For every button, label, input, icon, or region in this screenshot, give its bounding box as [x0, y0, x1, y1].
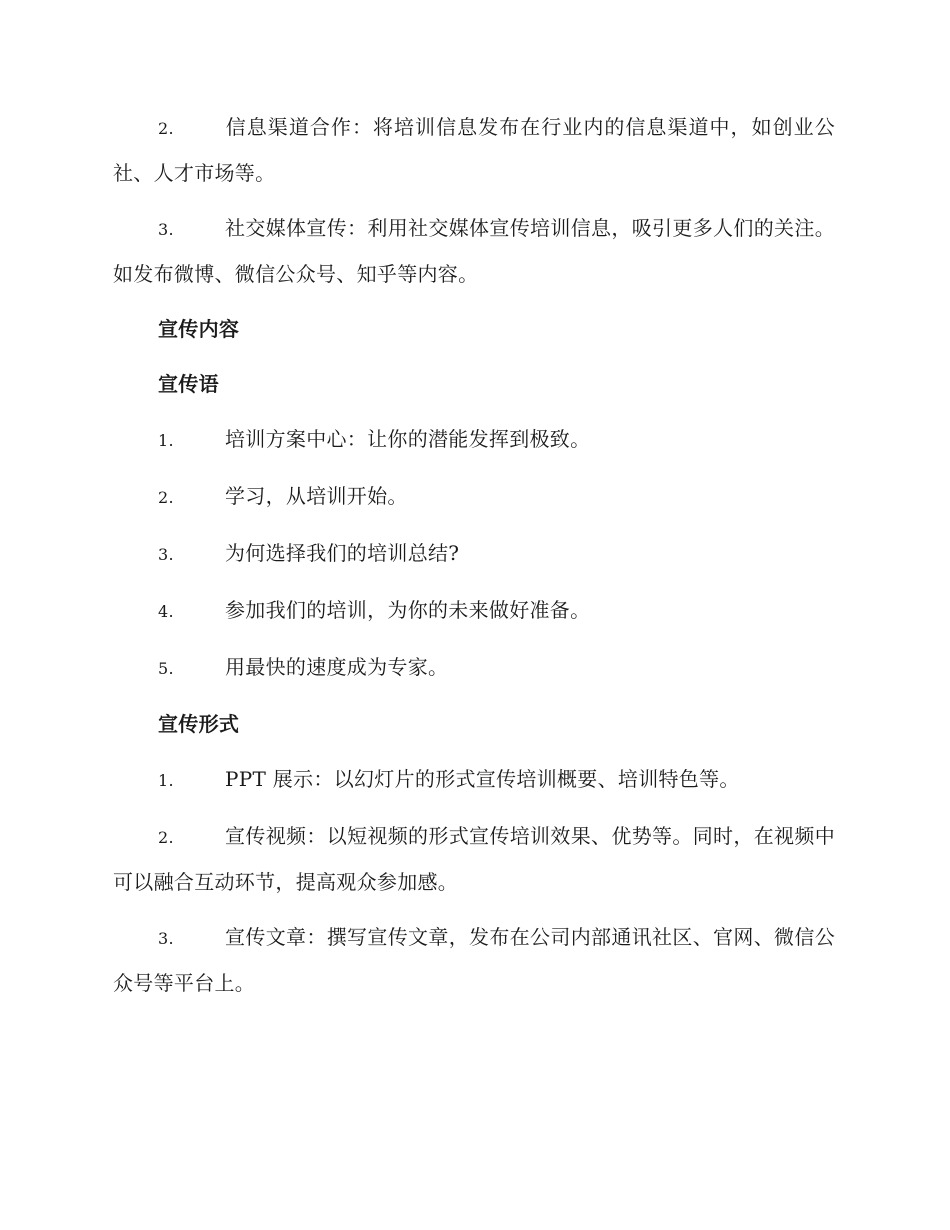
- section-heading-slogans: 宣传语: [158, 372, 219, 396]
- list-item: [113, 645, 835, 691]
- list-item: [113, 757, 835, 803]
- list-text: PPT 展示：以幻灯片的形式宣传培训概要、培训特色等。: [225, 767, 740, 791]
- list-text: 参加我们的培训，为你的未来做好准备。: [225, 598, 591, 622]
- list-text: 用最快的速度成为专家。: [225, 655, 449, 679]
- list-text: 宣传文章：撰写宣传文章，发布在公司内部通讯社区、官网、微信公众号等平台上。: [113, 925, 835, 995]
- list-item: [113, 474, 835, 520]
- list-item: [113, 206, 835, 296]
- document-body: [113, 105, 835, 1016]
- list-item: [113, 531, 835, 577]
- list-number: 1.: [158, 771, 174, 790]
- list-number: 1.: [158, 431, 174, 450]
- list-number: 3.: [158, 545, 174, 564]
- list-number: 2.: [158, 828, 174, 847]
- list-text: 为何选择我们的培训总结?: [225, 541, 460, 565]
- list-number: 2.: [158, 119, 174, 138]
- list-text: 宣传视频：以短视频的形式宣传培训效果、优势等。同时，在视频中可以融合互动环节，提高观众参加感。: [113, 824, 835, 894]
- list-item: [113, 814, 835, 904]
- list-item: [113, 588, 835, 634]
- list-number: 3.: [158, 929, 174, 948]
- list-number: 5.: [158, 659, 174, 678]
- list-number: 4.: [158, 602, 174, 621]
- list-item: [113, 417, 835, 463]
- list-item: [113, 915, 835, 1005]
- list-text: 学习，从培训开始。: [225, 484, 408, 508]
- list-number: 2.: [158, 488, 174, 507]
- section-heading-forms: 宣传形式: [158, 712, 240, 736]
- section-heading-content: 宣传内容: [158, 317, 240, 341]
- list-text: 信息渠道合作：将培训信息发布在行业内的信息渠道中，如创业公社、人才市场等。: [113, 115, 835, 185]
- list-item: [113, 105, 835, 195]
- list-text: 培训方案中心：让你的潜能发挥到极致。: [225, 427, 591, 451]
- list-text: 社交媒体宣传：利用社交媒体宣传培训信息，吸引更多人们的关注。如发布微博、微信公众号、知乎等内容。: [113, 216, 835, 286]
- list-number: 3.: [158, 220, 174, 239]
